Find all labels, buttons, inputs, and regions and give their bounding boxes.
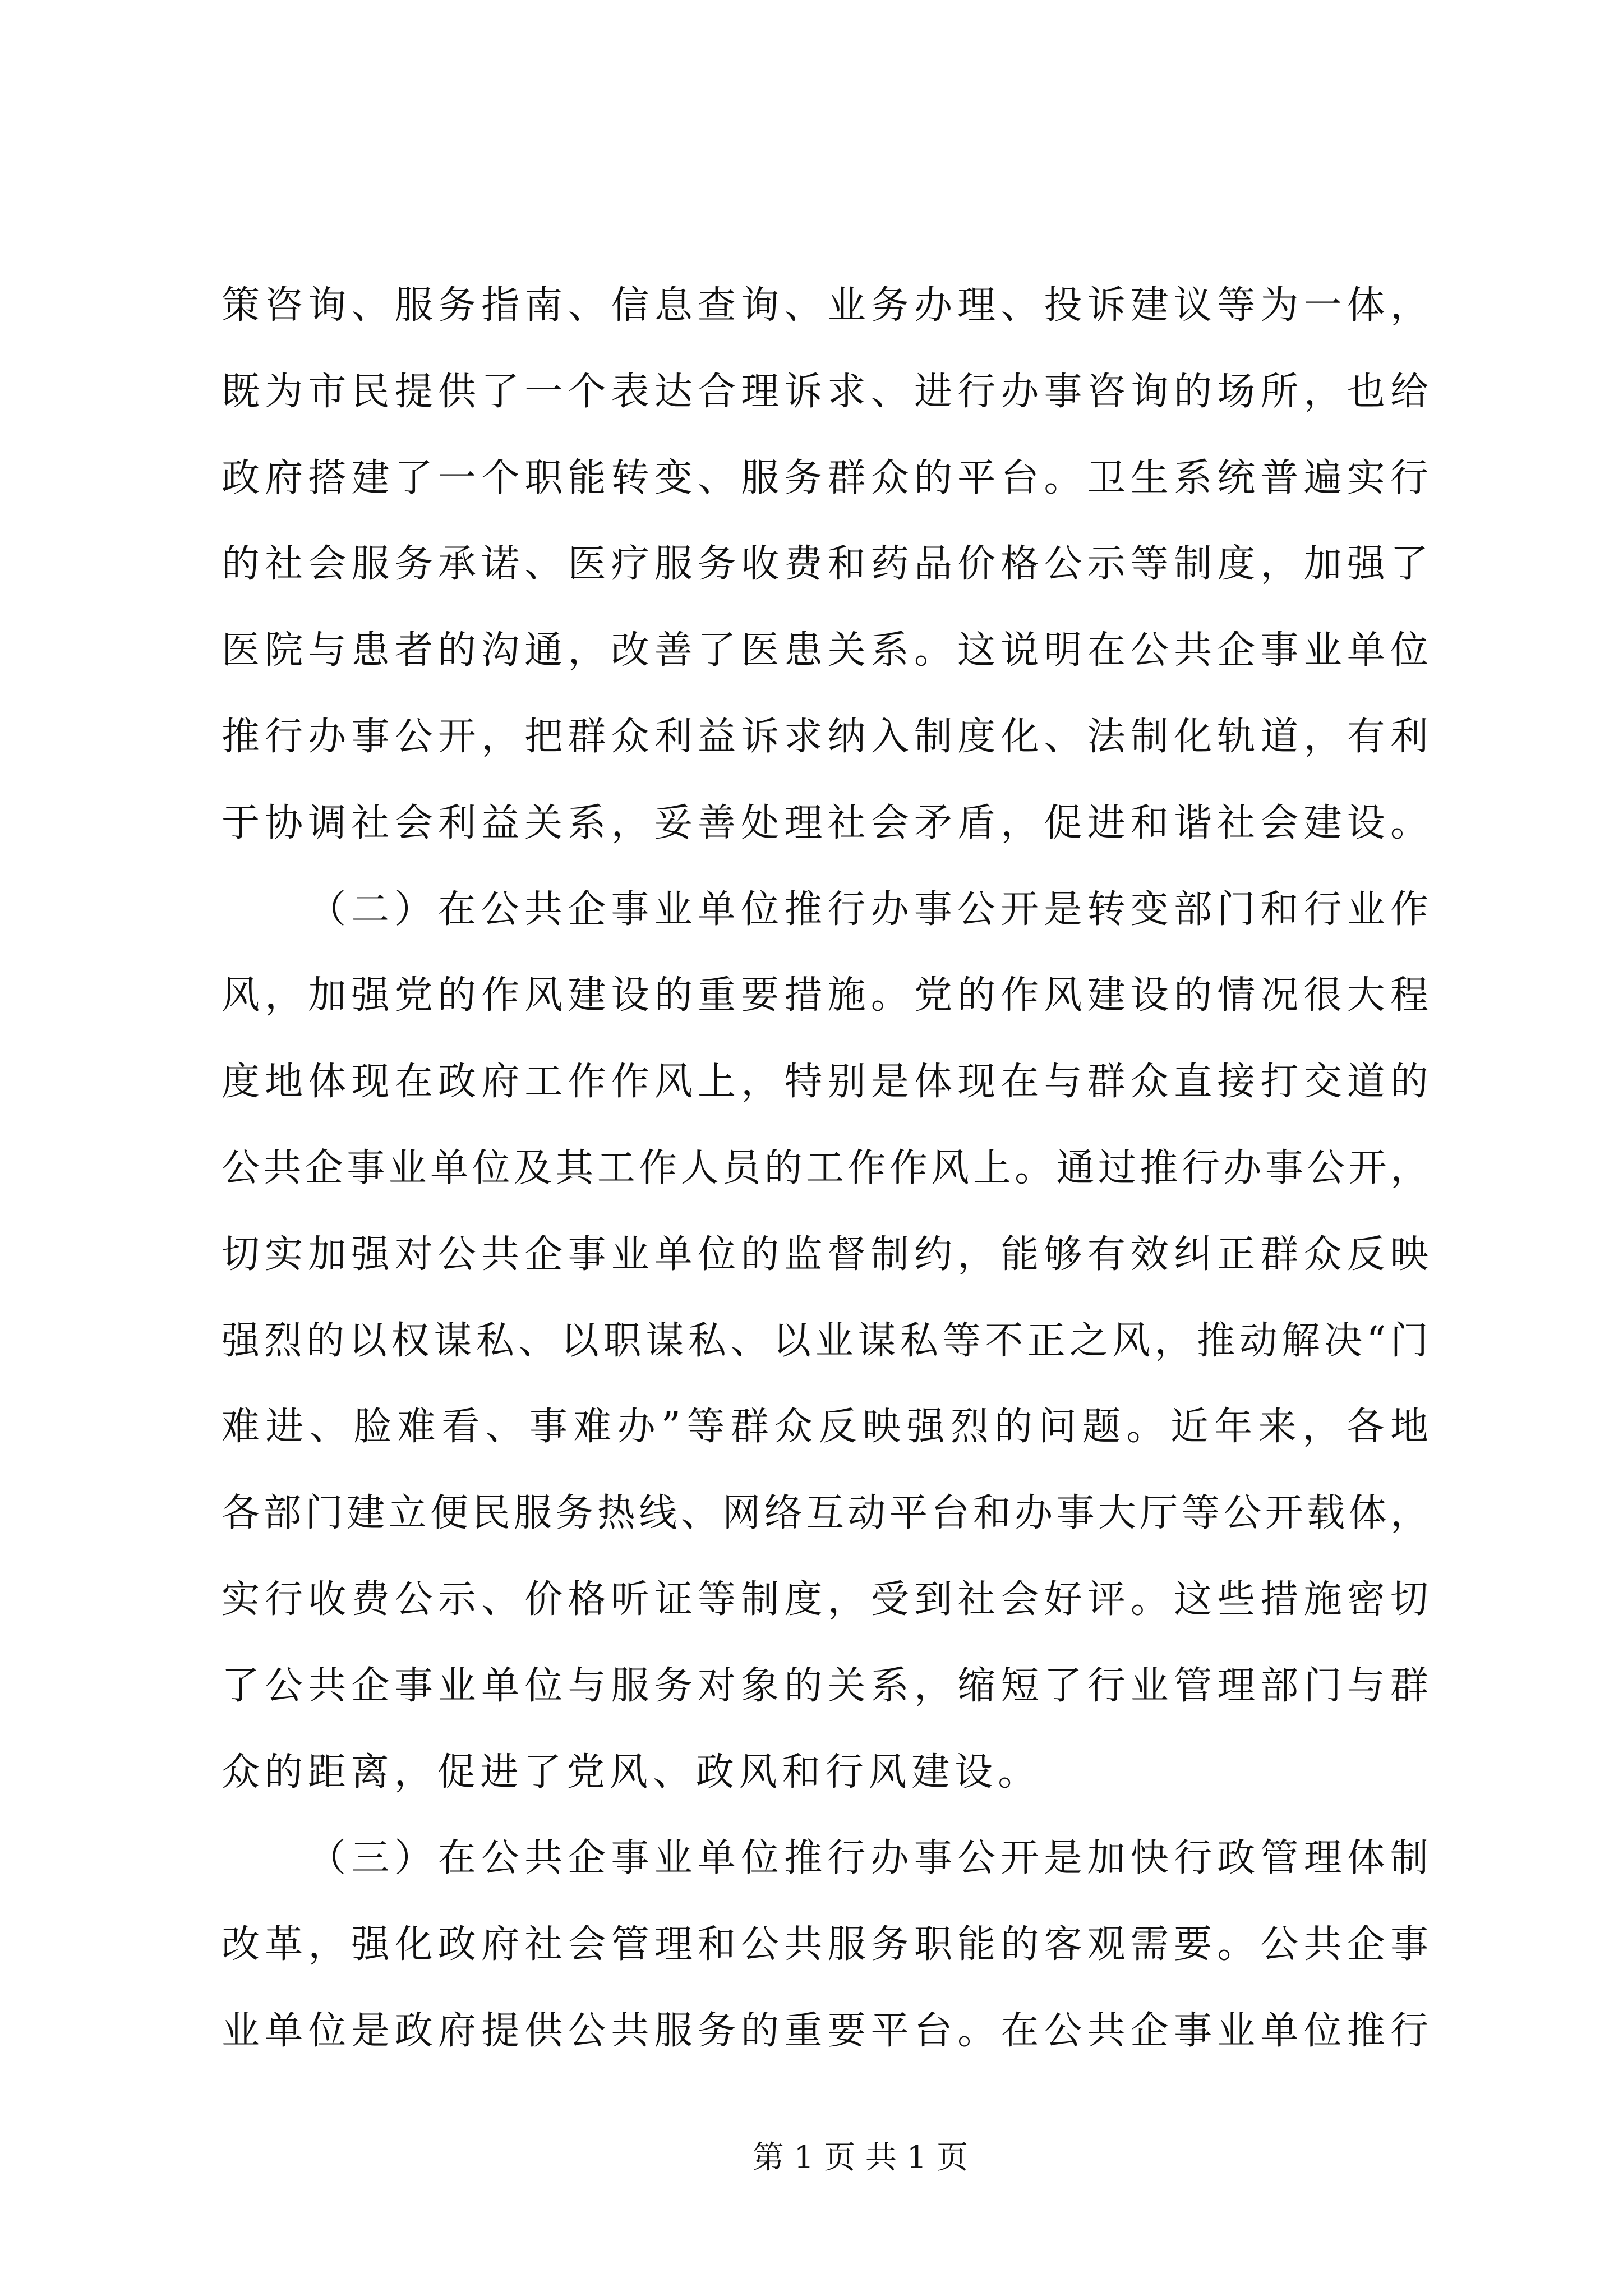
text-line: 难进、脸难看、事难办”等群众反映强烈的问题。近年来，各地 (222, 1405, 1428, 1450)
text-line: 各部门建立便民服务热线、网络互动平台和办事大厅等公开载体， (222, 1491, 1428, 1536)
text-line: 业单位是政府提供公共服务的重要平台。在公共企事业单位推行 (222, 2008, 1428, 2053)
text-line: 政府搭建了一个职能转变、服务群众的平台。卫生系统普遍实行 (222, 455, 1428, 500)
page-footer-number: 第 1 页 共 1 页 (752, 2139, 969, 2176)
text-line: 于协调社会利益关系，妥善处理社会矛盾，促进和谐社会建设。 (222, 800, 1428, 845)
paragraph-start-line: （三）在公共企事业单位推行办事公开是加快行政管理体制 (308, 1836, 1428, 1881)
paragraph-end-line: 众的距离，促进了党风、政风和行风建设。 (222, 1750, 1041, 1795)
text-line: 推行办事公开，把群众利益诉求纳入制度化、法制化轨道，有利 (222, 714, 1428, 759)
text-line: 策咨询、服务指南、信息查询、业务办理、投诉建议等为一体， (222, 283, 1428, 328)
body-text (222, 263, 1428, 2074)
text-line: 实行收费公示、价格听证等制度，受到社会好评。这些措施密切 (222, 1577, 1428, 1622)
text-line: 公共企事业单位及其工作人员的工作作风上。通过推行办事公开， (222, 1145, 1428, 1190)
text-line: 改革，强化政府社会管理和公共服务职能的客观需要。公共企事 (222, 1922, 1428, 1967)
text-line: 医院与患者的沟通，改善了医患关系。这说明在公共企事业单位 (222, 628, 1428, 673)
paragraph-start-line: （二）在公共企事业单位推行办事公开是转变部门和行业作 (308, 887, 1428, 932)
text-line: 既为市民提供了一个表达合理诉求、进行办事咨询的场所，也给 (222, 369, 1428, 414)
text-line: 了公共企事业单位与服务对象的关系，缩短了行业管理部门与群 (222, 1663, 1428, 1708)
text-line: 切实加强对公共企事业单位的监督制约，能够有效纠正群众反映 (222, 1232, 1428, 1277)
text-line: 度地体现在政府工作作风上，特别是体现在与群众直接打交道的 (222, 1060, 1428, 1105)
text-line: 强烈的以权谋私、以职谋私、以业谋私等不正之风，推动解决“门 (222, 1318, 1428, 1363)
text-line: 的社会服务承诺、医疗服务收费和药品价格公示等制度，加强了 (222, 542, 1428, 587)
text-line: 风，加强党的作风建设的重要措施。党的作风建设的情况很大程 (222, 973, 1428, 1018)
